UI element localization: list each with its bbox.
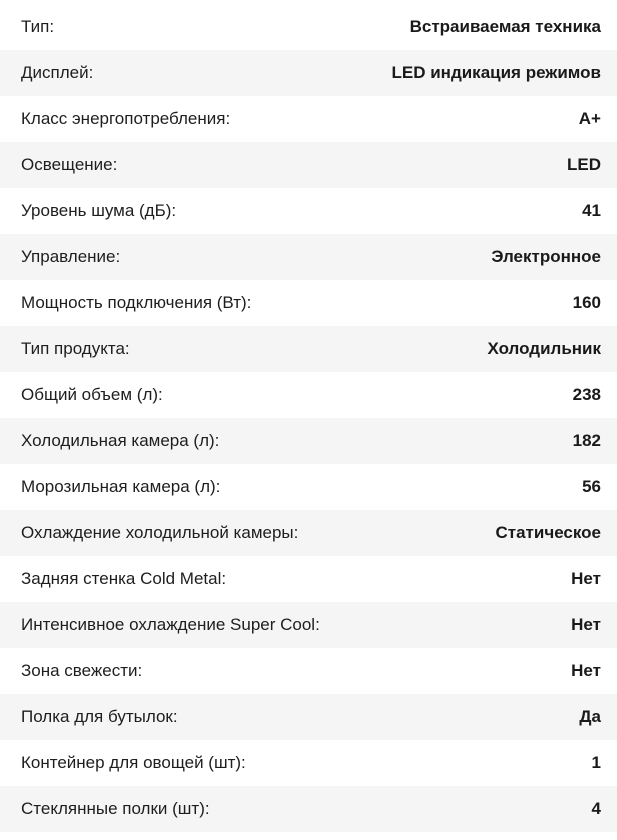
spec-value: 160 <box>572 293 601 312</box>
spec-row-energy-class <box>0 96 617 142</box>
spec-label: Контейнер для овощей (шт): <box>21 753 246 772</box>
spec-label: Дисплей: <box>21 63 94 82</box>
spec-label: Освещение: <box>21 155 118 174</box>
spec-label: Зона свежести: <box>21 661 143 680</box>
spec-row-fridge-volume <box>0 418 617 464</box>
spec-row-power <box>0 280 617 326</box>
spec-row-freezer-volume <box>0 464 617 510</box>
spec-label: Мощность подключения (Вт): <box>21 293 252 312</box>
spec-value: 182 <box>572 431 601 450</box>
spec-row-cooling-type <box>0 510 617 556</box>
spec-row-noise-level <box>0 188 617 234</box>
spec-value: 4 <box>591 799 601 818</box>
spec-value: LED индикация режимов <box>391 63 601 82</box>
spec-value: 41 <box>582 201 601 220</box>
spec-row-freshness-zone <box>0 648 617 694</box>
spec-value: Да <box>579 707 601 726</box>
spec-value: Нет <box>571 569 601 588</box>
spec-label: Интенсивное охлаждение Super Cool: <box>21 615 320 634</box>
spec-label: Полка для бутылок: <box>21 707 178 726</box>
spec-value: A+ <box>578 109 601 128</box>
spec-value: Статическое <box>495 523 601 542</box>
spec-label: Охлаждение холодильной камеры: <box>21 523 299 542</box>
spec-label: Стеклянные полки (шт): <box>21 799 210 818</box>
spec-row-glass-shelves <box>0 786 617 832</box>
spec-row-super-cool <box>0 602 617 648</box>
spec-label: Тип: <box>21 17 55 36</box>
spec-label: Холодильная камера (л): <box>21 431 220 450</box>
spec-row-total-volume <box>0 372 617 418</box>
spec-row-product-type <box>0 326 617 372</box>
spec-label: Управление: <box>21 247 121 266</box>
spec-label: Уровень шума (дБ): <box>21 201 177 220</box>
spec-label: Тип продукта: <box>21 339 130 358</box>
spec-value: 238 <box>572 385 601 404</box>
spec-label: Общий объем (л): <box>21 385 163 404</box>
spec-row-control <box>0 234 617 280</box>
spec-label: Задняя стенка Cold Metal: <box>21 569 227 588</box>
spec-value: 56 <box>582 477 601 496</box>
spec-row-display <box>0 50 617 96</box>
spec-row-lighting <box>0 142 617 188</box>
spec-value: Нет <box>571 615 601 634</box>
spec-value: Встраиваемая техника <box>409 17 601 36</box>
spec-row-type <box>0 4 617 50</box>
spec-row-vegetable-container <box>0 740 617 786</box>
spec-row-cold-metal <box>0 556 617 602</box>
spec-value: Электронное <box>491 247 601 266</box>
spec-row-bottle-shelf <box>0 694 617 740</box>
spec-value: 1 <box>591 753 601 772</box>
spec-value: LED <box>567 155 601 174</box>
spec-label: Класс энергопотребления: <box>21 109 231 128</box>
spec-label: Морозильная камера (л): <box>21 477 221 496</box>
spec-value: Холодильник <box>487 339 601 358</box>
spec-value: Нет <box>571 661 601 680</box>
